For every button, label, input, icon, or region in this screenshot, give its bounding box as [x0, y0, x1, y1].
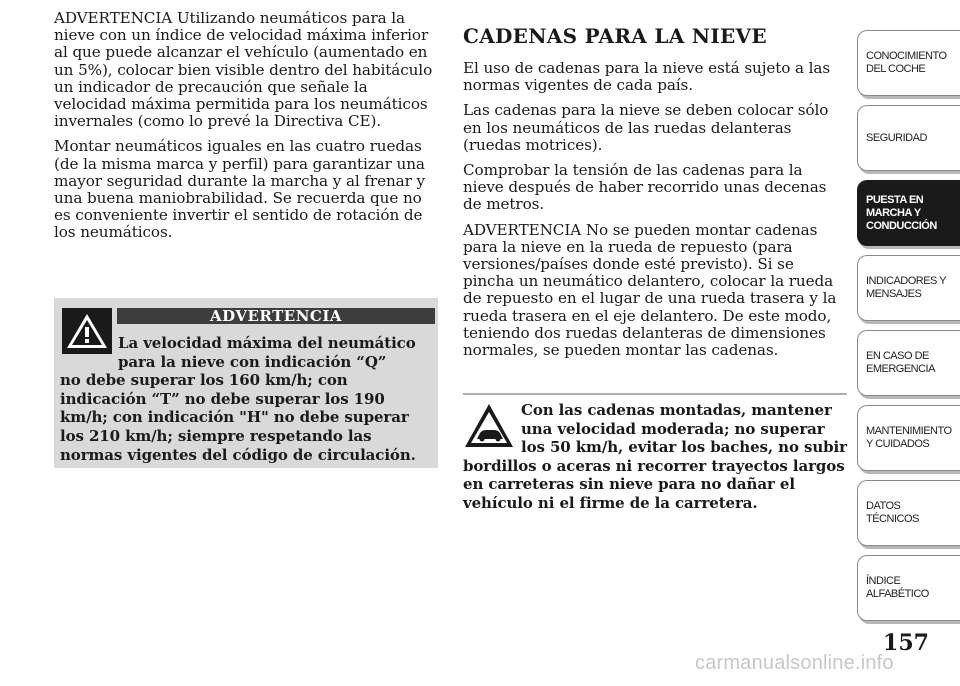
page-number: 157	[883, 630, 929, 656]
note-text	[463, 401, 847, 513]
watermark: carmanualsonline.info	[695, 652, 894, 674]
tab-seguridad[interactable]: SEGURIDAD	[857, 105, 960, 171]
paragraph-chains-regulation: El uso de cadenas para la nieve está sujeto a las normas vigentes de cada país.	[463, 59, 831, 95]
paragraph-chains-tension: Comprobar la tensión de las cadenas para la nieve después de haber recorrido unas decenas de metros.	[463, 161, 827, 214]
tab-conocimiento-del-coche[interactable]: CONOCIMIENTO DEL COCHE	[857, 30, 960, 96]
paragraph-tire-speed-warning: ADVERTENCIA Utilizando neumáticos para la nieve con un índice de velocidad máxima inferior al que puede alcanzar el vehículo (aumentado en un 5%), colocar bien visible dentro del habitáculo un indicador de precaución que señale la velocidad máxima permitida para los neumáticos invernales (como lo prevé la Directiva CE).	[54, 9, 433, 131]
tab-indicadores-y-mensajes[interactable]: INDICADORES Y MENSAJES	[857, 255, 960, 321]
tab-mantenimiento-y-cuidados[interactable]: MANTENIMIENTO Y CUIDADOS	[857, 405, 960, 471]
warning-text	[60, 334, 432, 464]
note-text-first: Con las cadenas montadas, mantener una velocidad moderada; no superar los 50 km/h, evitar los baches, no subir	[521, 401, 847, 457]
paragraph-spare-wheel-warning: ADVERTENCIA No se pueden montar cadenas para la nieve en la rueda de repuesto (para versiones/países donde esté previsto). Si se pincha un neumático delantero, colocar la rueda de repuesto en el lugar de una rueda trasera y la rueda trasera en el eje delantero. De este modo, teniendo dos ruedas delanteras de dimensiones normales, se pueden montar las cadenas.	[463, 220, 837, 360]
tab-indice-alfabetico[interactable]: ÍNDICE ALFABÉTICO	[857, 555, 960, 621]
section-title: CADENAS PARA LA NIEVE	[463, 24, 767, 48]
note-text-rest: bordillos o aceras ni recorrer trayectos largos en carreteras sin nieve para no dañar el vehículo ni el firme de la carretera.	[463, 456, 845, 512]
paragraph-chains-front-wheels: Las cadenas para la nieve se deben colocar sólo en los neumáticos de las ruedas delanteras (ruedas motrices).	[463, 101, 829, 154]
tab-en-caso-de-emergencia[interactable]: EN CASO DE EMERGENCIA	[857, 330, 960, 396]
paragraph-mount-same-tires: Montar neumáticos iguales en las cuatro ruedas (de la misma marca y perfil) para garantizar una mayor seguridad durante la marcha y al frenar y una buena maniobrabilidad. Se recuerda que no es conveniente invertir el sentido de rotación de los neumáticos.	[54, 137, 425, 242]
warning-text-rest: no debe superar los 160 km/h; con indicación “T” no debe superar los 190 km/h; con indicación "H" no debe superar los 210 km/h; siempre respetando las normas vigentes del código de circulación.	[60, 371, 416, 464]
warning-header: ADVERTENCIA	[117, 308, 435, 324]
right-column	[463, 24, 847, 367]
tab-puesta-en-marcha[interactable]: PUESTA EN MARCHA Y CONDUCCIÓN	[857, 180, 960, 246]
note-divider	[463, 393, 847, 395]
left-column	[54, 10, 438, 250]
warning-text-first: La velocidad máxima del neumático para la nieve con indicación “Q”	[118, 334, 416, 371]
tab-datos-tecnicos[interactable]: DATOS TÉCNICOS	[857, 480, 960, 546]
